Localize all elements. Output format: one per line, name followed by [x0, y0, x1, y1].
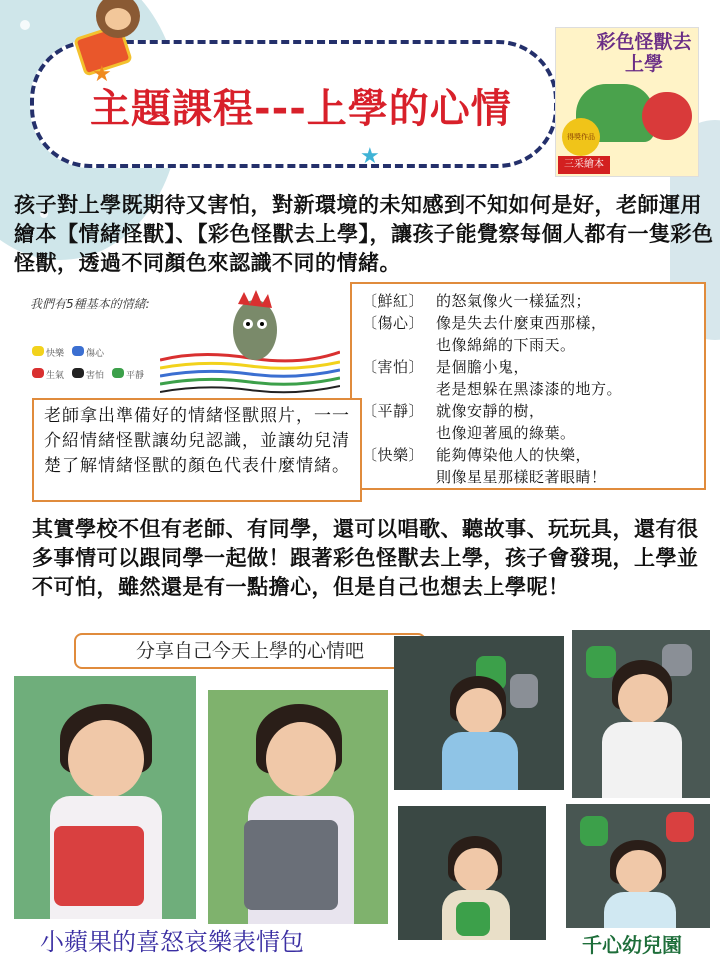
- footer-caption: 小蘋果的喜怒哀樂表情包: [40, 928, 304, 956]
- photo-figure: [266, 722, 336, 796]
- photo-figure: [604, 892, 676, 928]
- yellow-swatch: [32, 346, 44, 356]
- emotion-description: [436, 444, 694, 488]
- monster-card: [456, 902, 490, 936]
- sketch-item: 害怕: [86, 371, 105, 381]
- emotion-line: 能夠傳染他人的快樂，: [436, 446, 592, 464]
- share-label: 分享自己今天上學的心情吧: [74, 633, 426, 669]
- star-icon: ★: [360, 144, 380, 169]
- book-title: 彩色怪獸去上學: [596, 31, 692, 75]
- star-icon: ★: [92, 62, 112, 87]
- monster-card: [510, 674, 538, 708]
- emotion-name: 〔害怕〕: [362, 358, 425, 376]
- monster-card: [244, 820, 338, 910]
- emotion-description: [436, 290, 694, 312]
- emotion-row: [362, 444, 694, 488]
- child-photo: [14, 676, 196, 919]
- body-paragraph: 其實學校不但有老師、有同學，還可以唱歌、聽故事、玩玩具，還有很多事情可以跟同學一起做！跟著彩色怪獸去上學，孩子會發現，上學並不可怕，雖然還是有一點擔心，但是自己也想去上學呢！: [32, 516, 699, 599]
- child-photo: [398, 806, 546, 940]
- monster-illustration: [642, 92, 692, 140]
- monster-card: [580, 816, 608, 846]
- emotion-line: 則像星星那樣眨著眼睛！: [436, 468, 607, 486]
- child-photo: [566, 804, 710, 928]
- photo-figure: [618, 674, 668, 724]
- emotion-name: 〔鮮紅〕: [362, 292, 425, 310]
- sketch-item: 快樂: [46, 349, 65, 359]
- photo-figure: [442, 732, 518, 790]
- book-cover: [555, 27, 699, 177]
- decor-dot: [20, 20, 30, 30]
- child-photo: [394, 636, 564, 790]
- photo-figure: [602, 722, 682, 798]
- emotion-line: 也像迎著風的綠葉。: [436, 424, 576, 442]
- child-photo: [572, 630, 710, 798]
- emotion-description: [436, 356, 694, 400]
- emotion-line: 就像安靜的樹，: [436, 402, 545, 420]
- sketch-item: 傷心: [86, 349, 105, 359]
- emotion-line: 老是想躲在黑漆漆的地方。: [436, 380, 623, 398]
- monster-card: [666, 812, 694, 842]
- emotion-line: 的怒氣像火一樣猛烈；: [436, 292, 592, 310]
- black-swatch: [72, 368, 84, 378]
- child-photo: [208, 690, 388, 924]
- emotion-line: 像是失去什麼東西那樣，: [436, 314, 607, 332]
- emotion-row: [362, 290, 694, 312]
- emotion-name: 〔平靜〕: [362, 402, 425, 420]
- monster-card: [54, 826, 144, 906]
- photo-figure: [68, 720, 144, 798]
- sketch-emotion-list: [32, 342, 152, 392]
- emotion-row: [362, 312, 694, 356]
- blue-swatch: [72, 346, 84, 356]
- red-swatch: [32, 368, 44, 378]
- emotion-description-box: [350, 282, 706, 490]
- page-title: 主題課程---上學的心情: [90, 85, 512, 132]
- school-logo: 千心幼兒園: [582, 933, 682, 957]
- green-swatch: [112, 368, 124, 378]
- emotion-line: 也像綿綿的下雨天。: [436, 336, 576, 354]
- photo-figure: [454, 848, 498, 892]
- intro-paragraph: 孩子對上學既期待又害怕，對新環境的未知感到不知如何是好，老師運用繪本【情緒怪獸】、【彩色怪獸去上學】，讓孩子能覺察每個人都有一隻彩色怪獸，透過不同顏色來認識不同的情緒。: [14, 192, 714, 275]
- sketch-heading: 我們有5種基本的情緒:: [30, 297, 150, 311]
- color-monster-illustration: [160, 290, 340, 395]
- photo-figure: [616, 850, 662, 894]
- award-badge: 得獎作品: [562, 118, 600, 156]
- sketch-item: 生氣: [46, 371, 65, 381]
- emotion-description: [436, 400, 694, 444]
- photo-figure: [456, 688, 502, 734]
- emotion-line: 是個膽小鬼，: [436, 358, 530, 376]
- book-publisher-label: 三采繪本: [558, 156, 610, 174]
- sketch-item: 平靜: [126, 371, 145, 381]
- emotion-name: 〔快樂〕: [362, 446, 425, 464]
- emotion-name: 〔傷心〕: [362, 314, 425, 332]
- emotion-row: [362, 400, 694, 444]
- emotion-row: [362, 356, 694, 400]
- teacher-note-box: 老師拿出準備好的情緒怪獸照片，一一介紹情緒怪獸讓幼兒認識，並讓幼兒清楚了解情緒怪獸的顏色代表什麼情緒。: [32, 398, 362, 502]
- emotion-description: [436, 312, 694, 356]
- monster-card: [586, 646, 616, 678]
